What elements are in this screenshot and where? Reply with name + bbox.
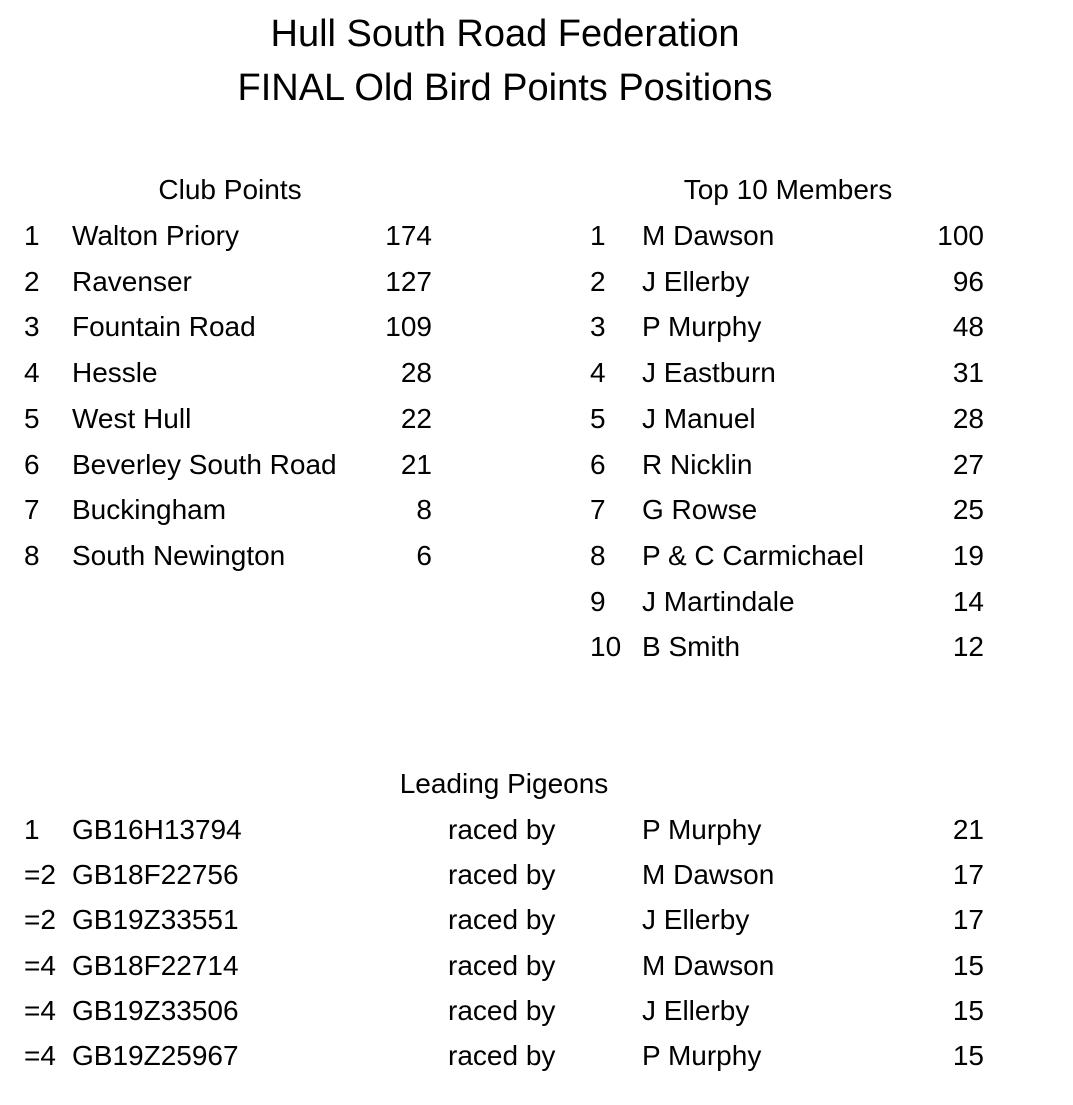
position-cell: =4 [24, 949, 56, 981]
position-cell: 6 [24, 448, 40, 480]
points-cell: 31 [952, 357, 984, 389]
table-row [0, 262, 1073, 302]
points-cell: 15 [952, 949, 984, 981]
top-members-heading: Top 10 Members [683, 174, 893, 205]
owner-name-cell: J Ellerby [642, 904, 750, 936]
position-cell: 5 [590, 402, 606, 434]
points-cell: 15 [952, 1040, 984, 1071]
member-name-cell: J Martindale [642, 585, 795, 617]
owner-name-cell: P Murphy [642, 1040, 762, 1071]
points-cell: 28 [952, 402, 984, 434]
points-cell: 174 [385, 220, 432, 251]
position-cell: 10 [590, 631, 622, 663]
points-cell: 6 [416, 539, 432, 571]
owner-name-cell: J Ellerby [642, 994, 750, 1026]
club-name-cell: South Newington [72, 539, 286, 571]
position-cell: 4 [24, 357, 40, 389]
member-name-cell: P Murphy [642, 311, 762, 343]
leading-pigeons-heading: Leading Pigeons [399, 768, 609, 799]
club-name-cell: Fountain Road [72, 311, 256, 343]
points-cell: 15 [952, 994, 984, 1026]
points-cell: 14 [952, 585, 984, 617]
points-cell: 21 [400, 448, 432, 480]
raced-by-label: raced by [448, 949, 556, 981]
club-name-cell: Walton Priory [72, 220, 240, 251]
points-cell: 127 [385, 265, 432, 297]
points-cell: 8 [416, 494, 432, 526]
ring-number-cell: GB19Z25967 [72, 1040, 239, 1071]
table-row [0, 490, 1073, 530]
member-name-cell: R Nicklin [642, 448, 753, 480]
points-cell: 96 [952, 265, 984, 297]
points-cell: 28 [400, 357, 432, 389]
table-row [0, 855, 1073, 895]
member-name-cell: M Dawson [642, 220, 775, 251]
position-cell: =2 [24, 859, 56, 891]
owner-name-cell: M Dawson [642, 859, 775, 891]
raced-by-label: raced by [448, 859, 556, 891]
position-cell: 1 [590, 220, 606, 251]
club-name-cell: Buckingham [72, 494, 227, 526]
points-cell: 12 [952, 631, 984, 663]
club-name-cell: Hessle [72, 357, 158, 389]
member-name-cell: J Manuel [642, 402, 756, 434]
position-cell: 2 [590, 265, 606, 297]
position-cell: 8 [24, 539, 40, 571]
table-row [0, 445, 1073, 485]
raced-by-label: raced by [448, 994, 556, 1026]
member-name-cell: B Smith [642, 631, 741, 663]
raced-by-label: raced by [448, 814, 556, 845]
position-cell: 9 [590, 585, 606, 617]
position-cell: =4 [24, 994, 56, 1026]
club-name-cell: West Hull [72, 402, 192, 434]
table-row [0, 307, 1073, 347]
ring-number-cell: GB18F22714 [72, 949, 239, 981]
ring-number-cell: GB19Z33551 [72, 904, 239, 936]
position-cell: 2 [24, 265, 40, 297]
points-cell: 109 [385, 311, 432, 343]
table-row [0, 810, 1073, 850]
table-row [0, 582, 1073, 622]
position-cell: =2 [24, 904, 56, 936]
page-subtitle: FINAL Old Bird Points Positions [237, 67, 773, 109]
position-cell: 7 [24, 494, 40, 526]
position-cell: 6 [590, 448, 606, 480]
ring-number-cell: GB19Z33506 [72, 994, 239, 1026]
points-cell: 48 [952, 311, 984, 343]
table-row [0, 399, 1073, 439]
owner-name-cell: P Murphy [642, 814, 762, 845]
raced-by-label: raced by [448, 1040, 556, 1071]
points-cell: 17 [952, 904, 984, 936]
points-cell: 25 [952, 494, 984, 526]
points-cell: 22 [400, 402, 432, 434]
table-row [0, 1036, 1073, 1076]
member-name-cell: J Eastburn [642, 357, 776, 389]
points-cell: 100 [937, 220, 984, 251]
club-points-heading: Club Points [158, 174, 302, 205]
position-cell: 7 [590, 494, 606, 526]
table-row [0, 946, 1073, 986]
position-cell: =4 [24, 1040, 56, 1071]
table-row [0, 991, 1073, 1031]
position-cell: 4 [590, 357, 606, 389]
club-name-cell: Beverley South Road [72, 448, 337, 480]
member-name-cell: G Rowse [642, 494, 758, 526]
owner-name-cell: M Dawson [642, 949, 775, 981]
ring-number-cell: GB18F22756 [72, 859, 239, 891]
position-cell: 1 [24, 220, 40, 251]
position-cell: 3 [24, 311, 40, 343]
club-name-cell: Ravenser [72, 265, 192, 297]
position-cell: 5 [24, 402, 40, 434]
page-title: Hull South Road Federation [270, 13, 740, 55]
member-name-cell: J Ellerby [642, 265, 750, 297]
position-cell: 1 [24, 814, 40, 845]
ring-number-cell: GB16H13794 [72, 814, 242, 845]
position-cell: 8 [590, 539, 606, 571]
table-row [0, 353, 1073, 393]
member-name-cell: P & C Carmichael [642, 539, 865, 571]
table-row [0, 536, 1073, 576]
points-cell: 21 [952, 814, 984, 845]
points-cell: 27 [952, 448, 984, 480]
points-cell: 19 [952, 539, 984, 571]
raced-by-label: raced by [448, 904, 556, 936]
table-row [0, 627, 1073, 667]
points-cell: 17 [952, 859, 984, 891]
position-cell: 3 [590, 311, 606, 343]
table-row [0, 216, 1073, 256]
table-row [0, 900, 1073, 940]
